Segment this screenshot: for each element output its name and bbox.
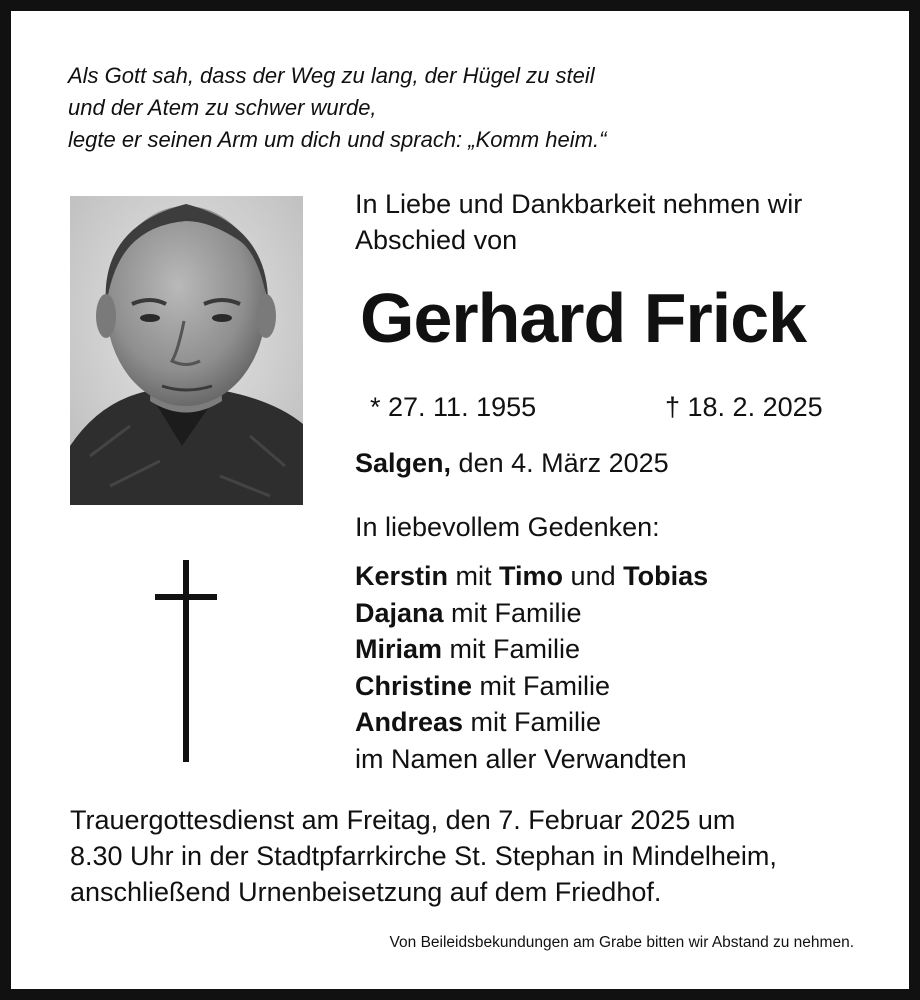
mourner-line bbox=[355, 558, 708, 595]
condolence-note: Von Beileidsbekundungen am Grabe bitten wir Abstand zu nehmen. bbox=[389, 934, 854, 951]
deceased-name: Gerhard Frick bbox=[360, 279, 807, 357]
mourner-text: mit Familie bbox=[463, 707, 602, 737]
service-line: Trauergottesdienst am Freitag, den 7. Februar 2025 um bbox=[70, 805, 736, 835]
motto-line: und der Atem zu schwer wurde, bbox=[68, 95, 377, 120]
place-name: Salgen, bbox=[355, 448, 452, 478]
mourner-text: mit Familie bbox=[443, 597, 582, 628]
service-line: anschließend Urnenbeisetzung auf dem Friedhof. bbox=[70, 877, 662, 907]
mourner-name: Timo bbox=[499, 561, 564, 591]
mourner-line bbox=[355, 668, 708, 705]
mourner-line bbox=[355, 704, 708, 741]
mourner-name: Kerstin bbox=[355, 561, 449, 591]
mourner-line bbox=[355, 595, 708, 632]
mourner-text: mit Familie bbox=[472, 670, 611, 701]
death-date: † 18. 2. 2025 bbox=[665, 392, 823, 422]
mourner-line bbox=[355, 741, 708, 778]
mourner-name: Miriam bbox=[355, 634, 443, 664]
intro-line: Abschied von bbox=[355, 225, 518, 255]
mourner-name: Andreas bbox=[355, 707, 464, 737]
portrait-photo bbox=[70, 196, 303, 505]
service-info bbox=[70, 802, 777, 910]
portrait-image bbox=[70, 196, 303, 505]
cross-icon bbox=[155, 560, 217, 762]
mourner-name: Dajana bbox=[355, 597, 444, 628]
motto-line: legte er seinen Arm um dich und sprach: „Komm heim.“ bbox=[68, 127, 607, 152]
mourner-text: im Namen aller Verwandten bbox=[355, 743, 687, 774]
service-line: 8.30 Uhr in der Stadtpfarrkirche St. Stephan in Mindelheim, bbox=[70, 841, 777, 871]
mourner-name: Christine bbox=[355, 670, 473, 701]
mourner-text: mit bbox=[448, 561, 500, 591]
motto-verse bbox=[68, 60, 606, 156]
intro-line: In Liebe und Dankbarkeit nehmen wir bbox=[355, 189, 803, 219]
mourner-text: mit Familie bbox=[442, 634, 581, 664]
place-date-line bbox=[355, 448, 669, 479]
birth-date: * 27. 11. 1955 bbox=[370, 392, 537, 422]
mourner-name: Tobias bbox=[623, 561, 709, 591]
memory-heading: In liebevollem Gedenken: bbox=[355, 512, 660, 542]
intro-text bbox=[355, 186, 802, 258]
mourner-text: und bbox=[563, 561, 624, 591]
mourners-list bbox=[355, 558, 708, 777]
mourner-line bbox=[355, 631, 708, 668]
notice-date: den 4. März 2025 bbox=[458, 448, 669, 478]
motto-line: Als Gott sah, dass der Weg zu lang, der Hügel zu steil bbox=[68, 63, 595, 88]
